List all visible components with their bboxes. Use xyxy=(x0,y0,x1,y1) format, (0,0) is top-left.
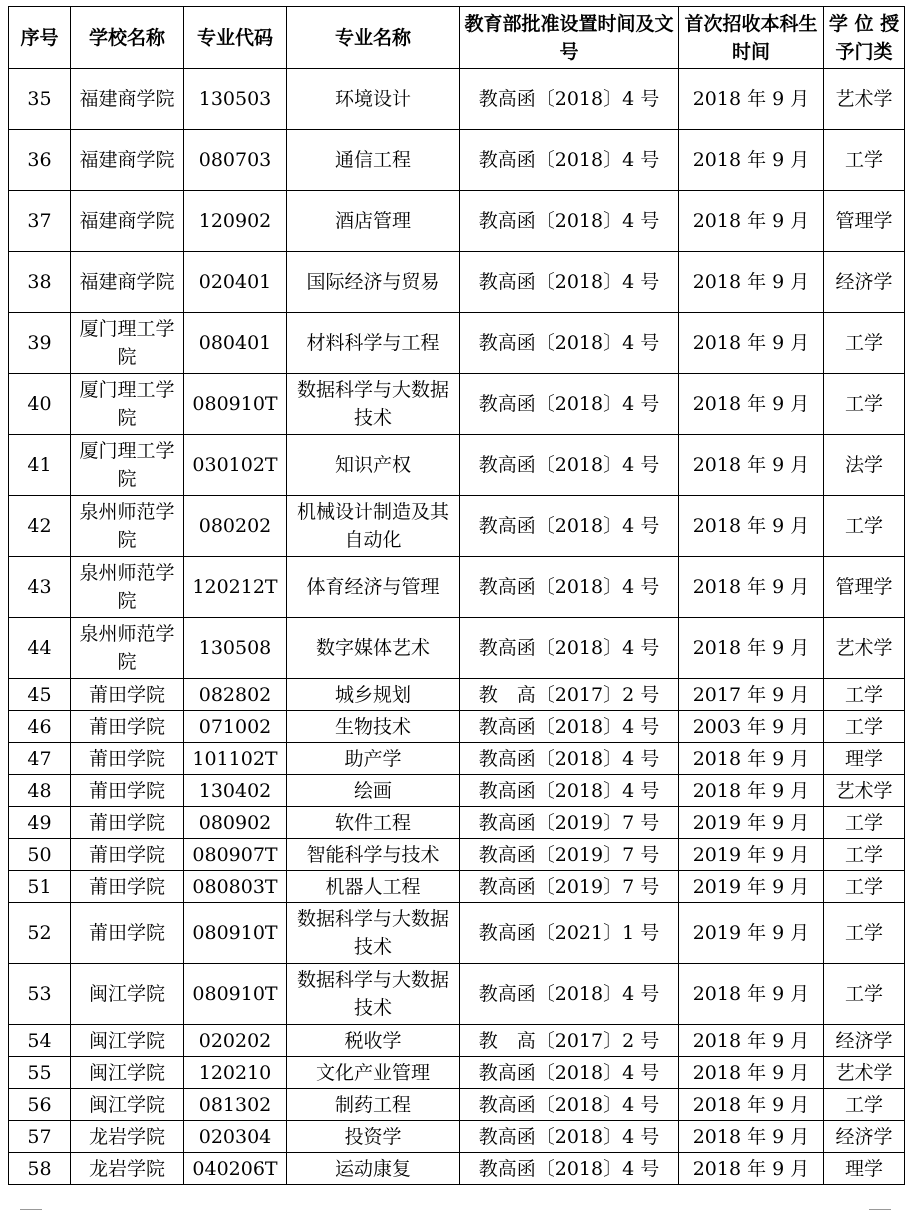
cell-code: 080907T xyxy=(184,839,287,871)
cell-approval: 教高函〔2018〕4 号 xyxy=(460,435,679,496)
header-row xyxy=(9,7,905,69)
table-row xyxy=(9,775,905,807)
cell-approval: 教高函〔2018〕4 号 xyxy=(460,1089,679,1121)
cell-school: 闽江学院 xyxy=(71,1025,184,1057)
table-row xyxy=(9,1121,905,1153)
cell-school: 福建商学院 xyxy=(71,130,184,191)
cell-school: 龙岩学院 xyxy=(71,1153,184,1185)
cell-degree: 工学 xyxy=(824,130,905,191)
cell-school: 莆田学院 xyxy=(71,711,184,743)
cell-enroll: 2018 年 9 月 xyxy=(679,130,824,191)
cell-seq: 56 xyxy=(9,1089,71,1121)
cell-code: 040206T xyxy=(184,1153,287,1185)
cell-code: 080902 xyxy=(184,807,287,839)
cell-approval: 教高函〔2018〕4 号 xyxy=(460,557,679,618)
table-row xyxy=(9,557,905,618)
cell-seq: 55 xyxy=(9,1057,71,1089)
cell-major: 制药工程 xyxy=(287,1089,460,1121)
cell-approval: 教高函〔2018〕4 号 xyxy=(460,252,679,313)
cell-seq: 52 xyxy=(9,903,71,964)
cell-degree: 经济学 xyxy=(824,1025,905,1057)
cell-degree: 理学 xyxy=(824,1153,905,1185)
table-row xyxy=(9,1025,905,1057)
cell-approval: 教高函〔2018〕4 号 xyxy=(460,1121,679,1153)
table-row xyxy=(9,69,905,130)
cell-enroll: 2018 年 9 月 xyxy=(679,1089,824,1121)
table-row xyxy=(9,252,905,313)
cell-major: 投资学 xyxy=(287,1121,460,1153)
cell-degree: 法学 xyxy=(824,435,905,496)
cell-code: 020401 xyxy=(184,252,287,313)
cell-school: 泉州师范学院 xyxy=(71,496,184,557)
cell-seq: 45 xyxy=(9,679,71,711)
cell-enroll: 2018 年 9 月 xyxy=(679,1121,824,1153)
cell-code: 020202 xyxy=(184,1025,287,1057)
cell-degree: 经济学 xyxy=(824,252,905,313)
cell-code: 130508 xyxy=(184,618,287,679)
cell-seq: 51 xyxy=(9,871,71,903)
cell-seq: 47 xyxy=(9,743,71,775)
cell-major: 绘画 xyxy=(287,775,460,807)
cell-code: 080910T xyxy=(184,903,287,964)
cell-major: 酒店管理 xyxy=(287,191,460,252)
cell-seq: 53 xyxy=(9,964,71,1025)
cell-enroll: 2019 年 9 月 xyxy=(679,807,824,839)
cell-degree: 艺术学 xyxy=(824,775,905,807)
cell-degree: 工学 xyxy=(824,313,905,374)
cell-school: 莆田学院 xyxy=(71,807,184,839)
cell-degree: 工学 xyxy=(824,374,905,435)
cell-approval: 教高函〔2019〕7 号 xyxy=(460,839,679,871)
cell-degree: 工学 xyxy=(824,807,905,839)
cell-enroll: 2003 年 9 月 xyxy=(679,711,824,743)
cell-school: 泉州师范学院 xyxy=(71,557,184,618)
table-row xyxy=(9,903,905,964)
cell-approval: 教高函〔2018〕4 号 xyxy=(460,743,679,775)
cell-school: 厦门理工学院 xyxy=(71,374,184,435)
cell-code: 080703 xyxy=(184,130,287,191)
cell-enroll: 2018 年 9 月 xyxy=(679,743,824,775)
cell-code: 020304 xyxy=(184,1121,287,1153)
cell-approval: 教高函〔2018〕4 号 xyxy=(460,775,679,807)
cell-school: 莆田学院 xyxy=(71,839,184,871)
cell-seq: 42 xyxy=(9,496,71,557)
cell-school: 闽江学院 xyxy=(71,964,184,1025)
cell-major: 材料科学与工程 xyxy=(287,313,460,374)
cell-major: 数据科学与大数据技术 xyxy=(287,374,460,435)
cell-code: 030102T xyxy=(184,435,287,496)
cell-degree: 艺术学 xyxy=(824,69,905,130)
cell-degree: 管理学 xyxy=(824,191,905,252)
header-school: 学校名称 xyxy=(71,7,184,69)
cell-major: 税收学 xyxy=(287,1025,460,1057)
cell-enroll: 2018 年 9 月 xyxy=(679,618,824,679)
cell-school: 泉州师范学院 xyxy=(71,618,184,679)
table-row xyxy=(9,435,905,496)
table-row xyxy=(9,374,905,435)
cell-enroll: 2019 年 9 月 xyxy=(679,839,824,871)
cell-code: 080910T xyxy=(184,374,287,435)
cell-enroll: 2018 年 9 月 xyxy=(679,69,824,130)
header-degree: 学 位 授予门类 xyxy=(824,7,905,69)
header-major: 专业名称 xyxy=(287,7,460,69)
cell-enroll: 2017 年 9 月 xyxy=(679,679,824,711)
cell-seq: 50 xyxy=(9,839,71,871)
cell-school: 莆田学院 xyxy=(71,743,184,775)
cell-enroll: 2018 年 9 月 xyxy=(679,1057,824,1089)
cell-seq: 36 xyxy=(9,130,71,191)
cell-code: 130503 xyxy=(184,69,287,130)
cell-code: 080910T xyxy=(184,964,287,1025)
cell-major: 数据科学与大数据技术 xyxy=(287,964,460,1025)
cell-approval: 教高函〔2018〕4 号 xyxy=(460,496,679,557)
cell-approval: 教高函〔2018〕4 号 xyxy=(460,130,679,191)
cell-seq: 38 xyxy=(9,252,71,313)
cell-approval: 教高函〔2018〕4 号 xyxy=(460,374,679,435)
table-row xyxy=(9,1089,905,1121)
cell-approval: 教 高〔2017〕2 号 xyxy=(460,679,679,711)
cell-approval: 教高函〔2018〕4 号 xyxy=(460,964,679,1025)
cell-enroll: 2018 年 9 月 xyxy=(679,313,824,374)
cell-enroll: 2018 年 9 月 xyxy=(679,252,824,313)
cell-degree: 工学 xyxy=(824,1089,905,1121)
cell-degree: 管理学 xyxy=(824,557,905,618)
cell-major: 文化产业管理 xyxy=(287,1057,460,1089)
table-row xyxy=(9,679,905,711)
cell-seq: 37 xyxy=(9,191,71,252)
cell-enroll: 2018 年 9 月 xyxy=(679,374,824,435)
cell-approval: 教高函〔2019〕7 号 xyxy=(460,807,679,839)
cell-school: 闽江学院 xyxy=(71,1057,184,1089)
cell-code: 081302 xyxy=(184,1089,287,1121)
cell-approval: 教高函〔2018〕4 号 xyxy=(460,1057,679,1089)
cell-enroll: 2019 年 9 月 xyxy=(679,871,824,903)
cell-major: 软件工程 xyxy=(287,807,460,839)
cell-enroll: 2018 年 9 月 xyxy=(679,964,824,1025)
cell-enroll: 2018 年 9 月 xyxy=(679,775,824,807)
cell-major: 机械设计制造及其自动化 xyxy=(287,496,460,557)
cell-degree: 经济学 xyxy=(824,1121,905,1153)
header-seq: 序号 xyxy=(9,7,71,69)
cell-degree: 工学 xyxy=(824,871,905,903)
cell-approval: 教高函〔2019〕7 号 xyxy=(460,871,679,903)
cell-major: 生物技术 xyxy=(287,711,460,743)
cell-major: 体育经济与管理 xyxy=(287,557,460,618)
cell-enroll: 2018 年 9 月 xyxy=(679,191,824,252)
cell-school: 莆田学院 xyxy=(71,775,184,807)
table-row xyxy=(9,871,905,903)
cell-degree: 工学 xyxy=(824,496,905,557)
table-row xyxy=(9,130,905,191)
cell-code: 120902 xyxy=(184,191,287,252)
cell-school: 福建商学院 xyxy=(71,69,184,130)
cell-major: 运动康复 xyxy=(287,1153,460,1185)
table-row xyxy=(9,964,905,1025)
cell-code: 080401 xyxy=(184,313,287,374)
cell-degree: 工学 xyxy=(824,679,905,711)
cell-major: 智能科学与技术 xyxy=(287,839,460,871)
cell-seq: 43 xyxy=(9,557,71,618)
cell-major: 国际经济与贸易 xyxy=(287,252,460,313)
cell-seq: 35 xyxy=(9,69,71,130)
cell-approval: 教高函〔2018〕4 号 xyxy=(460,69,679,130)
cell-seq: 41 xyxy=(9,435,71,496)
cell-degree: 工学 xyxy=(824,903,905,964)
table-row xyxy=(9,839,905,871)
table-row xyxy=(9,1057,905,1089)
cell-code: 071002 xyxy=(184,711,287,743)
cell-school: 闽江学院 xyxy=(71,1089,184,1121)
page-corner-mark-right xyxy=(869,1209,891,1216)
cell-approval: 教 高〔2017〕2 号 xyxy=(460,1025,679,1057)
cell-approval: 教高函〔2018〕4 号 xyxy=(460,191,679,252)
header-approval: 教育部批准设置时间及文号 xyxy=(460,7,679,69)
cell-approval: 教高函〔2021〕1 号 xyxy=(460,903,679,964)
cell-school: 莆田学院 xyxy=(71,679,184,711)
table-row xyxy=(9,313,905,374)
cell-degree: 艺术学 xyxy=(824,1057,905,1089)
table-row xyxy=(9,807,905,839)
cell-degree: 理学 xyxy=(824,743,905,775)
cell-major: 知识产权 xyxy=(287,435,460,496)
cell-school: 莆田学院 xyxy=(71,903,184,964)
header-code: 专业代码 xyxy=(184,7,287,69)
table-row xyxy=(9,618,905,679)
table-row xyxy=(9,191,905,252)
cell-degree: 工学 xyxy=(824,711,905,743)
cell-school: 厦门理工学院 xyxy=(71,313,184,374)
cell-major: 数字媒体艺术 xyxy=(287,618,460,679)
cell-code: 082802 xyxy=(184,679,287,711)
cell-seq: 49 xyxy=(9,807,71,839)
page-corner-mark-left xyxy=(20,1209,42,1216)
table-row xyxy=(9,743,905,775)
cell-seq: 44 xyxy=(9,618,71,679)
cell-seq: 48 xyxy=(9,775,71,807)
cell-seq: 57 xyxy=(9,1121,71,1153)
cell-major: 数据科学与大数据技术 xyxy=(287,903,460,964)
cell-seq: 46 xyxy=(9,711,71,743)
cell-major: 环境设计 xyxy=(287,69,460,130)
cell-major: 通信工程 xyxy=(287,130,460,191)
cell-enroll: 2018 年 9 月 xyxy=(679,1025,824,1057)
cell-school: 龙岩学院 xyxy=(71,1121,184,1153)
cell-major: 机器人工程 xyxy=(287,871,460,903)
cell-code: 101102T xyxy=(184,743,287,775)
cell-degree: 工学 xyxy=(824,839,905,871)
table-body xyxy=(9,69,905,1185)
majors-table xyxy=(8,6,905,1185)
cell-code: 130402 xyxy=(184,775,287,807)
cell-code: 120212T xyxy=(184,557,287,618)
cell-seq: 40 xyxy=(9,374,71,435)
cell-seq: 58 xyxy=(9,1153,71,1185)
cell-code: 080803T xyxy=(184,871,287,903)
table-row xyxy=(9,496,905,557)
cell-code: 120210 xyxy=(184,1057,287,1089)
cell-major: 助产学 xyxy=(287,743,460,775)
cell-school: 福建商学院 xyxy=(71,252,184,313)
cell-school: 厦门理工学院 xyxy=(71,435,184,496)
cell-seq: 54 xyxy=(9,1025,71,1057)
cell-degree: 艺术学 xyxy=(824,618,905,679)
cell-enroll: 2019 年 9 月 xyxy=(679,903,824,964)
cell-approval: 教高函〔2018〕4 号 xyxy=(460,1153,679,1185)
cell-enroll: 2018 年 9 月 xyxy=(679,496,824,557)
cell-enroll: 2018 年 9 月 xyxy=(679,557,824,618)
cell-enroll: 2018 年 9 月 xyxy=(679,435,824,496)
cell-code: 080202 xyxy=(184,496,287,557)
cell-school: 莆田学院 xyxy=(71,871,184,903)
table-row xyxy=(9,1153,905,1185)
cell-approval: 教高函〔2018〕4 号 xyxy=(460,711,679,743)
cell-approval: 教高函〔2018〕4 号 xyxy=(460,618,679,679)
cell-school: 福建商学院 xyxy=(71,191,184,252)
cell-approval: 教高函〔2018〕4 号 xyxy=(460,313,679,374)
header-enroll: 首次招收本科生时间 xyxy=(679,7,824,69)
cell-major: 城乡规划 xyxy=(287,679,460,711)
cell-degree: 工学 xyxy=(824,964,905,1025)
cell-seq: 39 xyxy=(9,313,71,374)
cell-enroll: 2018 年 9 月 xyxy=(679,1153,824,1185)
table-row xyxy=(9,711,905,743)
